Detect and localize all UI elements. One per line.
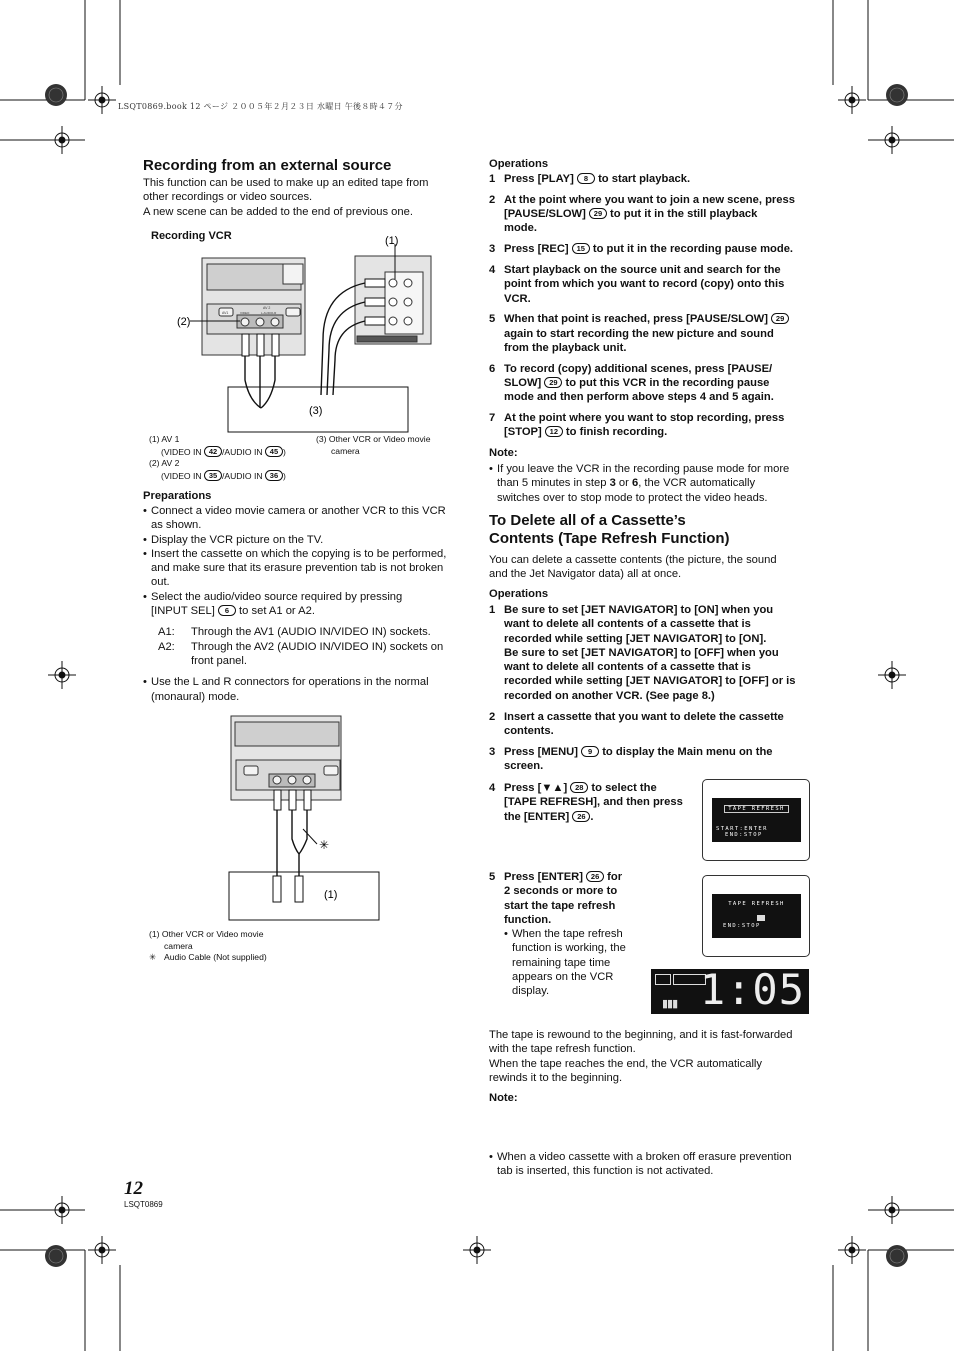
key-ref-badge: 9 bbox=[581, 746, 599, 757]
star-marker: ✳ bbox=[319, 838, 330, 852]
step-text bbox=[504, 193, 814, 236]
step-text bbox=[504, 781, 699, 824]
step-line: Start playback on the source unit and search for the bbox=[504, 263, 781, 276]
delete-step-5 bbox=[489, 870, 639, 927]
step-item bbox=[489, 263, 814, 306]
step-line: Be sure to set [JET NAVIGATOR] to [ON] when you bbox=[504, 604, 774, 616]
step-line: want to delete all contents of a cassette that is bbox=[504, 661, 751, 674]
prep-bullet: • Connect a video movie camera or another VCR to this VCR as shown. bbox=[143, 504, 468, 533]
step-line: Insert a cassette that you want to delete the cassette bbox=[504, 710, 784, 723]
step-line: recorded while setting [JET NAVIGATOR] to [ON]. bbox=[504, 632, 767, 645]
operations-heading-2: Operations bbox=[489, 588, 549, 600]
delete-intro: You can delete a cassette contents (the picture, the sound and the Jet Navigator data) all at once. bbox=[489, 554, 777, 581]
vcr-front-display bbox=[651, 965, 809, 1014]
step-line: VCR. bbox=[504, 292, 531, 305]
step-line: SLOW] 29 to put this VCR in the recording pause bbox=[504, 377, 770, 390]
step-line: Press [▼▲] 28 to select the bbox=[504, 782, 657, 794]
note-other-vcr-2: camera bbox=[164, 940, 193, 951]
step-line: Press [PLAY] 8 to start playback. bbox=[504, 173, 691, 185]
note-other-vcr: (3) Other VCR or Video movie bbox=[316, 434, 431, 444]
callout-2: (2) bbox=[177, 316, 191, 328]
time-display: 1:05 bbox=[699, 965, 805, 1014]
step-number: 1 bbox=[489, 604, 496, 616]
note-other-vcr: (1) Other VCR or Video movie bbox=[149, 929, 264, 939]
note-audio-cable: ✳ Audio Cable (Not supplied) bbox=[149, 952, 267, 963]
step-item bbox=[489, 312, 814, 355]
note-other-vcr-2: camera bbox=[331, 445, 360, 456]
delete-steps bbox=[489, 603, 814, 780]
step-line: recorded on another VCR. (See page 8.) bbox=[504, 689, 715, 702]
delete-step-4 bbox=[489, 781, 699, 824]
callout-1: (1) bbox=[324, 889, 338, 901]
model-code: LSQT0869 bbox=[124, 1200, 163, 1209]
step-line: mode. bbox=[504, 222, 537, 235]
step-line: point from which you want to record (copy) onto this bbox=[504, 278, 785, 291]
delete-section-title: To Delete all of a Cassette’s Contents (Tape Refresh Function) bbox=[489, 512, 730, 547]
key-ref-badge: 29 bbox=[544, 377, 562, 388]
step5-bullet: • When the tape refresh function is working, the remaining tape time appears on the VCR display. bbox=[504, 927, 644, 998]
note-heading: Note: bbox=[489, 447, 518, 459]
step-item bbox=[489, 362, 814, 405]
step-line: Be sure to set [JET NAVIGATOR] to [OFF] when you bbox=[504, 646, 779, 659]
step-item bbox=[489, 193, 814, 236]
step-text bbox=[504, 362, 814, 405]
input-options: A1: Through the AV1 (AUDIO IN/VIDEO IN) sockets. A2: Through the AV2 (AUDIO IN/VIDEO IN) sockets on front panel. bbox=[158, 626, 444, 667]
step-line: [STOP] 12 to finish recording. bbox=[504, 426, 668, 439]
step-item bbox=[489, 745, 814, 774]
callout-1: (1) bbox=[385, 235, 399, 247]
step-line: To record (copy) additional scenes, press [PAUSE/ bbox=[504, 362, 773, 375]
step-line: mode and then perform above steps 4 and 5 again. bbox=[504, 391, 774, 404]
cassette-icon bbox=[655, 974, 671, 985]
step-line: again to start recording the new picture and sound bbox=[504, 327, 774, 340]
note-heading-2: Note: bbox=[489, 1092, 518, 1104]
step-line: the [ENTER] 26 . bbox=[504, 810, 594, 823]
step-number: 4 bbox=[489, 263, 496, 276]
intro-line: A new scene can be added to the end of previous one. bbox=[143, 205, 413, 218]
step-line: At the point where you want to stop recording, press bbox=[504, 412, 785, 425]
step-line: [TAPE REFRESH], and then press bbox=[504, 796, 683, 809]
step-item bbox=[489, 603, 814, 703]
connection-diagram-2 bbox=[143, 714, 383, 929]
step-line: At the point where you want to join a new scene, press bbox=[504, 193, 795, 206]
step-item bbox=[489, 781, 699, 824]
note-av2-detail: (VIDEO IN 35 /AUDIO IN 36 ) bbox=[161, 470, 286, 481]
step-text bbox=[504, 745, 814, 774]
closing-paragraph: The tape is rewound to the beginning, and it is fast-forwarded with the tape refresh function. When the tape reaches the end, the VCR automatically rewinds it to the beginning. bbox=[489, 1029, 793, 1084]
step-line: contents. bbox=[504, 724, 554, 737]
intro-line: This function can be used to make up an edited tape from bbox=[143, 177, 429, 189]
recording-vcr-caption: Recording VCR bbox=[151, 230, 232, 242]
step-text bbox=[504, 312, 814, 355]
preparations-heading: Preparations bbox=[143, 490, 212, 502]
key-ref-badge: 15 bbox=[572, 243, 590, 254]
key-ref-badge: 26 bbox=[572, 811, 590, 822]
preparations-list bbox=[143, 504, 468, 704]
step-number: 4 bbox=[489, 782, 496, 794]
step-line: start the tape refresh bbox=[504, 899, 616, 912]
note-av2: (2) AV 2 bbox=[149, 458, 180, 469]
tape-refresh-progress: TAPE REFRESH END:STOP bbox=[712, 894, 801, 938]
step-line: Press [ENTER] 26 for bbox=[504, 871, 623, 883]
prep-bullet: • Use the L and R connectors for operations in the normal (monaural) mode. bbox=[143, 675, 468, 704]
section-title: Recording from an external source bbox=[143, 157, 392, 174]
step-text bbox=[504, 870, 639, 927]
intro-paragraph bbox=[143, 176, 473, 219]
key-ref-badge: 26 bbox=[586, 871, 604, 882]
step-item bbox=[489, 710, 814, 739]
step-line: from the playback unit. bbox=[504, 341, 627, 354]
operations-heading: Operations bbox=[489, 158, 549, 170]
step-number: 6 bbox=[489, 362, 496, 375]
step-line: 2 seconds or more to bbox=[504, 885, 618, 898]
diagram1-notes-right bbox=[316, 434, 466, 457]
panel-audio-label: L-AUDIO-R bbox=[261, 311, 277, 315]
step-item bbox=[489, 870, 639, 927]
step-number: 5 bbox=[489, 313, 496, 326]
key-ref-badge: 28 bbox=[570, 782, 588, 793]
prep-bullet: • Insert the cassette on which the copying is to be performed, and make sure that its erasure prevention tab is not broken out. bbox=[143, 547, 468, 590]
panel-av1-label: AV1 bbox=[222, 311, 229, 315]
step-item bbox=[489, 242, 814, 256]
connection-diagram-1 bbox=[143, 230, 473, 440]
note-bullet-2: • When a video cassette with a broken off erasure prevention tab is inserted, this function is not activated. bbox=[489, 1150, 822, 1179]
step-text bbox=[504, 710, 814, 739]
tape-refresh-menu: TAPE REFRESH START:ENTER END:STOP bbox=[712, 798, 801, 842]
step-line: function. bbox=[504, 913, 552, 926]
step-line: Press [REC] 15 to put it in the recording pause mode. bbox=[504, 243, 794, 256]
step-text bbox=[504, 242, 814, 256]
tv-screen-2 bbox=[702, 875, 810, 957]
step-text bbox=[504, 263, 814, 306]
step-number: 2 bbox=[489, 710, 496, 723]
file-header-line: LSQT0869.book 12 ページ ２００５年２月２３日 水曜日 午後８時４７分 bbox=[118, 102, 403, 111]
callout-3: (3) bbox=[309, 405, 323, 417]
diagram2-notes bbox=[149, 929, 349, 964]
step-line: want to delete all contents of a cassette that is bbox=[504, 618, 751, 631]
intro-line: other recordings or video sources. bbox=[143, 191, 313, 204]
key-ref-badge: 12 bbox=[545, 426, 563, 437]
note-av1: (1) AV 1 bbox=[149, 434, 180, 444]
step-text bbox=[504, 172, 814, 186]
step-number: 1 bbox=[489, 173, 496, 185]
step-line: screen. bbox=[504, 759, 544, 772]
step-text bbox=[504, 411, 814, 440]
key-ref-badge: 8 bbox=[577, 173, 595, 184]
note-av1-detail: (VIDEO IN 42 /AUDIO IN 45 ) bbox=[161, 446, 286, 457]
diagram1-notes-left bbox=[149, 434, 319, 482]
step-item bbox=[489, 411, 814, 440]
prep-bullet: • Display the VCR picture on the TV. bbox=[143, 533, 468, 547]
step-number: 7 bbox=[489, 412, 496, 425]
step-number: 2 bbox=[489, 193, 496, 206]
panel-av2-label: AV 2 bbox=[263, 306, 271, 310]
note-bullet: • If you leave the VCR in the recording pause mode for more than 5 minutes in step 3 or 6, the VCR automatically switches over to stop mode to protect the video heads. bbox=[489, 462, 822, 505]
step-line: Press [MENU] 9 to display the Main menu on the bbox=[504, 745, 773, 758]
step-number: 3 bbox=[489, 745, 496, 758]
operations-steps bbox=[489, 172, 814, 446]
page-number: 12 bbox=[124, 1178, 143, 1199]
playback-indicator: ▮▮▮ bbox=[662, 998, 678, 1010]
key-ref-badge: 29 bbox=[771, 313, 789, 324]
step-line: recorded while setting [JET NAVIGATOR] to [OFF] or is bbox=[504, 675, 796, 688]
step-number: 5 bbox=[489, 871, 496, 883]
key-ref-badge: 29 bbox=[589, 208, 607, 219]
prep-bullet: • Select the audio/video source required by pressing [INPUT SEL] 6 to set A1 or A2. bbox=[143, 590, 468, 619]
step-line: When that point is reached, press [PAUSE/SLOW] 29 bbox=[504, 312, 814, 326]
progress-icon bbox=[757, 915, 765, 921]
tv-screen-1 bbox=[702, 779, 810, 861]
panel-video-label: VIDEO bbox=[240, 311, 250, 315]
step-line: [PAUSE/SLOW] 29 to put it in the still playback bbox=[504, 208, 758, 221]
step-item bbox=[489, 172, 814, 186]
step-text bbox=[504, 603, 814, 703]
step-number: 3 bbox=[489, 243, 496, 256]
